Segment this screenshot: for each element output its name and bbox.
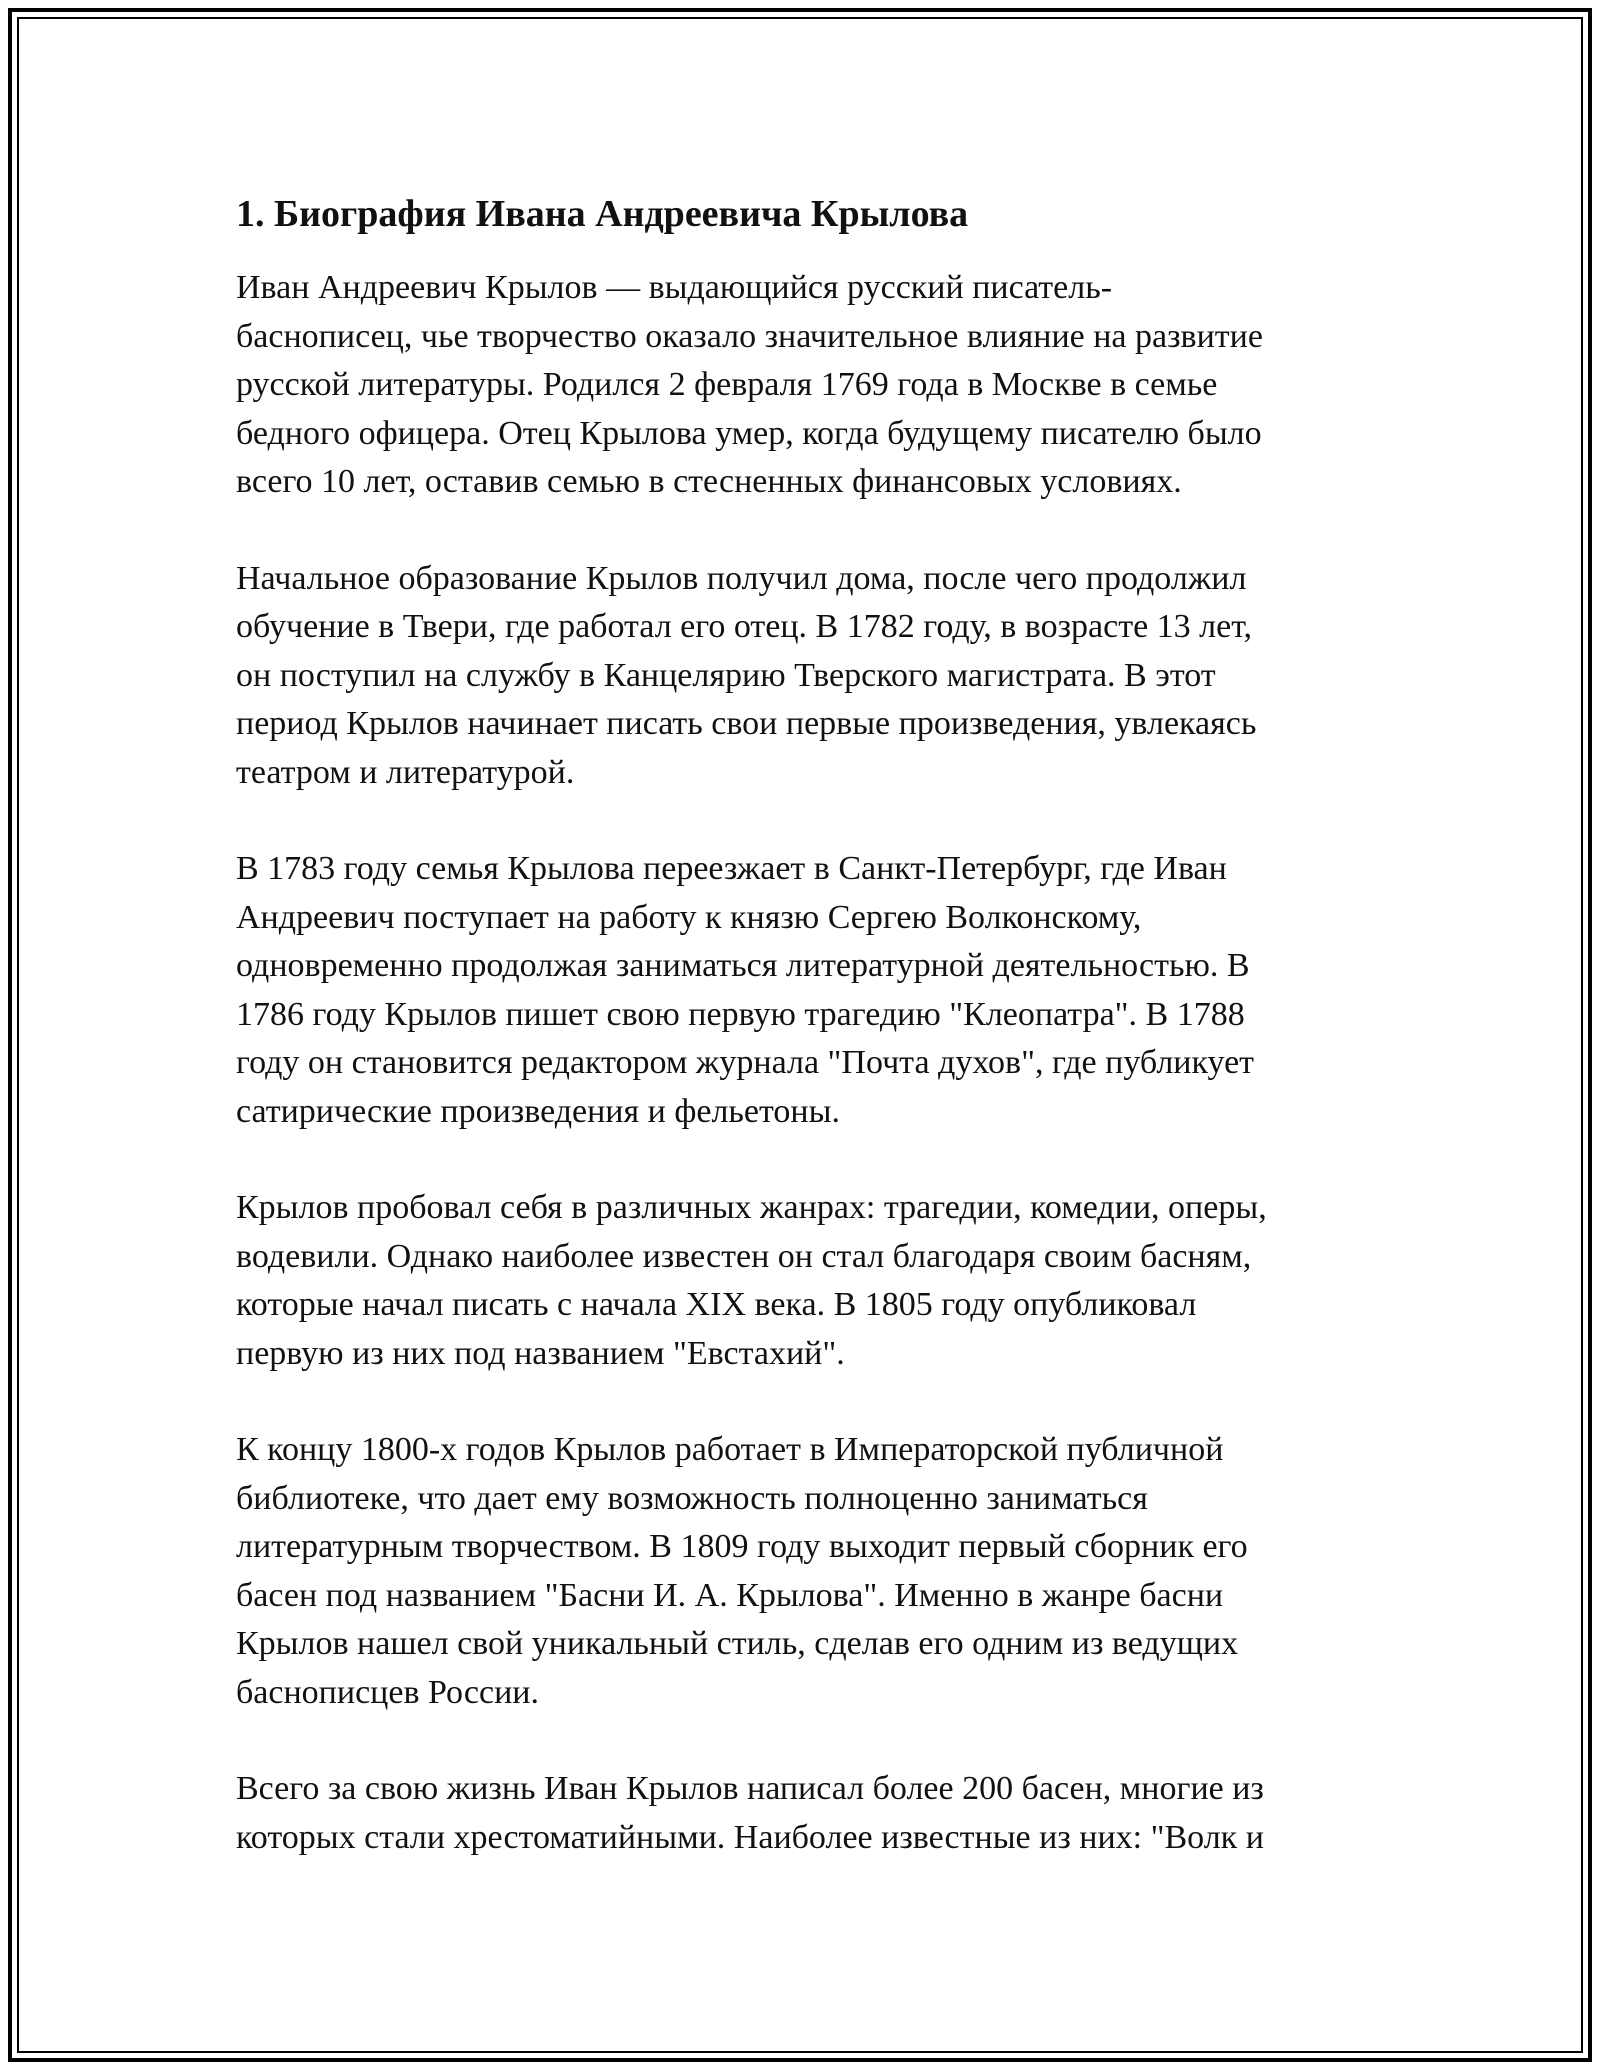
paragraph-line: первую из них под названием "Евстахий". [236, 1334, 845, 1372]
paragraph-line: библиотеке, что дает ему возможность полноценно заниматься [236, 1479, 1148, 1517]
paragraph-line: русской литературы. Родился 2 февраля 1769 года в Москве в семье [236, 366, 1218, 403]
paragraph-6 [236, 1765, 1366, 1862]
paragraph-line: он поступил на службу в Канцелярию Тверского магистрата. В этот [236, 656, 1216, 694]
paragraph-line: всего 10 лет, оставив семью в стесненных финансовых условиях. [236, 463, 1182, 500]
paragraph-line: которые начал писать с начала XIX века. В 1805 году опубликовал [236, 1286, 1197, 1323]
paragraph-4 [236, 1184, 1366, 1378]
paragraph-1 [236, 264, 1366, 507]
paragraph-line: обучение в Твери, где работал его отец. В 1782 году, в возрасте 13 лет, [236, 608, 1253, 645]
paragraph-line: литературным творчеством. В 1809 году выходит первый сборник его [236, 1528, 1248, 1565]
document-body [236, 186, 1366, 1910]
paragraph-2 [236, 555, 1366, 798]
paragraph-line: сатирические произведения и фельетоны. [236, 1092, 840, 1130]
paragraph-line: басен под названием "Басни И. А. Крылова". Именно в жанре басни [236, 1576, 1224, 1614]
paragraph-line: году он становится редактором журнала "Почта духов", где публикует [236, 1044, 1255, 1081]
paragraph-line: 1786 году Крылов пишет свою первую трагедию "Клеопатра". В 1788 [236, 995, 1245, 1033]
paragraph-line: водевили. Однако наиболее известен он стал благодаря своим басням, [236, 1237, 1252, 1275]
paragraph-5 [236, 1426, 1366, 1717]
paragraph-line: период Крылов начинает писать свои первые произведения, увлекаясь [236, 705, 1257, 742]
paragraph-line: театром и литературой. [236, 753, 575, 791]
section-heading: 1. Биография Ивана Андреевича Крылова [236, 193, 969, 235]
paragraph-line: В 1783 году семья Крылова переезжает в Санкт-Петербург, где Иван [236, 850, 1227, 887]
paragraph-line: Крылов пробовал себя в различных жанрах: трагедии, комедии, оперы, [236, 1189, 1267, 1226]
paragraph-line: баснописцев России. [236, 1673, 539, 1711]
paragraph-line: Андреевич поступает на работу к князю Сергею Волконскому, [236, 898, 1142, 936]
paragraph-line: бедного офицера. Отец Крылова умер, когда будущему писателю было [236, 414, 1262, 452]
paragraph-line: К концу 1800-х годов Крылов работает в Императорской публичной [236, 1431, 1224, 1468]
paragraph-3 [236, 845, 1366, 1136]
paragraph-line: Иван Андреевич Крылов — выдающийся русский писатель- [236, 269, 1113, 306]
paragraph-line: которых стали хрестоматийными. Наиболее известные из них: "Волк и [236, 1818, 1264, 1856]
paragraph-line: баснописец, чье творчество оказало значительное влияние на развитие [236, 317, 1263, 355]
paragraph-line: Всего за свою жизнь Иван Крылов написал более 200 басен, многие из [236, 1770, 1264, 1807]
paragraph-line: одновременно продолжая заниматься литературной деятельностью. В [236, 947, 1250, 984]
paragraph-line: Крылов нашел свой уникальный стиль, сделав его одним из ведущих [236, 1625, 1239, 1662]
paragraph-line: Начальное образование Крылов получил дома, после чего продолжил [236, 559, 1247, 597]
